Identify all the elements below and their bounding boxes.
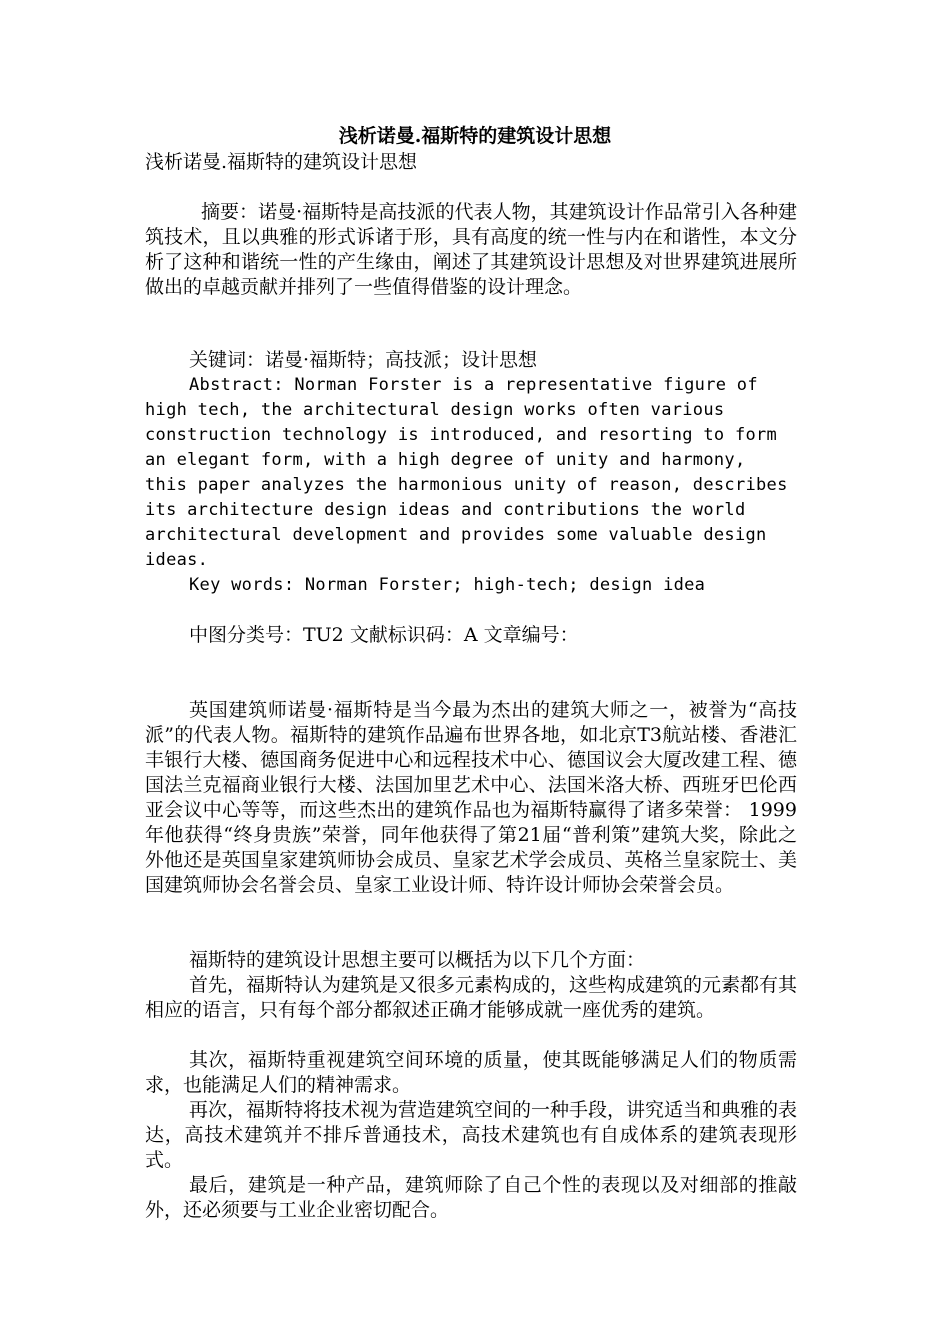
body-paragraph-summary: 福斯特的建筑设计思想主要可以概括为以下几个方面：: [189, 949, 646, 971]
keywords-chinese: 关键词：诺曼·福斯特；高技派；设计思想: [189, 349, 538, 371]
body-paragraph-third: 再次，福斯特将技术视为营造建筑空间的一种手段，讲究适当和典雅的表达，高技术建筑并不排斥普通技术，高技术建筑也有自成体系的建筑表现形式。: [145, 1099, 798, 1171]
body-paragraph-intro: 英国建筑师诺曼·福斯特是当今最为杰出的建筑大师之一，被誉为“高技派”的代表人物。福斯特的建筑作品遍布世界各地，如北京T3航站楼、香港汇丰银行大楼、德国商务促进中心和远程技术中心、德国议会大厦改建工程、德国法兰克福商业银行大楼、法国加里艺术中心、法国米洛大桥、西班牙巴伦西亚会议中心等等，而这些杰出的建筑作品也为福斯特赢得了诸多荣誉： 1999年他获得“终身贵族”荣誉，同年他获得了第21届“普利策”建筑大奖，除此之外他还是英国皇家建筑师协会成员、皇家艺术学会成员、英格兰皇家院士、美国建筑师协会名誉会员、皇家工业设计师、特许设计师协会荣誉会员。: [145, 699, 797, 896]
classification-line: 中图分类号：TU2 文献标识码：A 文章编号：: [189, 624, 579, 646]
document-title: 浅析诺曼.福斯特的建筑设计思想: [338, 125, 612, 147]
abstract-english: Abstract: Norman Forster is a representative figure of high tech, the architectural design works often various construction technology is introduced, and resorting to form an elegant form, with a high degree of unity and harmony, this paper analyzes the harmonious unity of reason, describes its architecture design ideas and contributions the world architectural development and provides some valuable design ideas.: [145, 375, 788, 570]
body-paragraph-first: 首先，福斯特认为建筑是又很多元素构成的，这些构成建筑的元素都有其相应的语言，只有每个部分都叙述正确才能够成就一座优秀的建筑。: [145, 974, 798, 1021]
body-paragraph-second: 其次，福斯特重视建筑空间环境的质量，使其既能够满足人们的物质需求，也能满足人们的精神需求。: [145, 1049, 797, 1096]
document-subtitle: 浅析诺曼.福斯特的建筑设计思想: [145, 151, 418, 173]
abstract-chinese: 摘要：诺曼·福斯特是高技派的代表人物，其建筑设计作品常引入各种建筑技术，且以典雅的形式诉诸于形，具有高度的统一性与内在和谐性，本文分析了这种和谐统一性的产生缘由，阐述了其建筑设计思想及对世界建筑进展所做出的卓越贡献并排列了一些值得借鉴的设计理念。: [145, 201, 797, 298]
body-paragraph-last: 最后，建筑是一种产品，建筑师除了自己个性的表现以及对细部的推敲外，还必须要与工业企业密切配合。: [145, 1174, 797, 1221]
keywords-english: Key words: Norman Forster; high-tech; design idea: [189, 575, 706, 595]
